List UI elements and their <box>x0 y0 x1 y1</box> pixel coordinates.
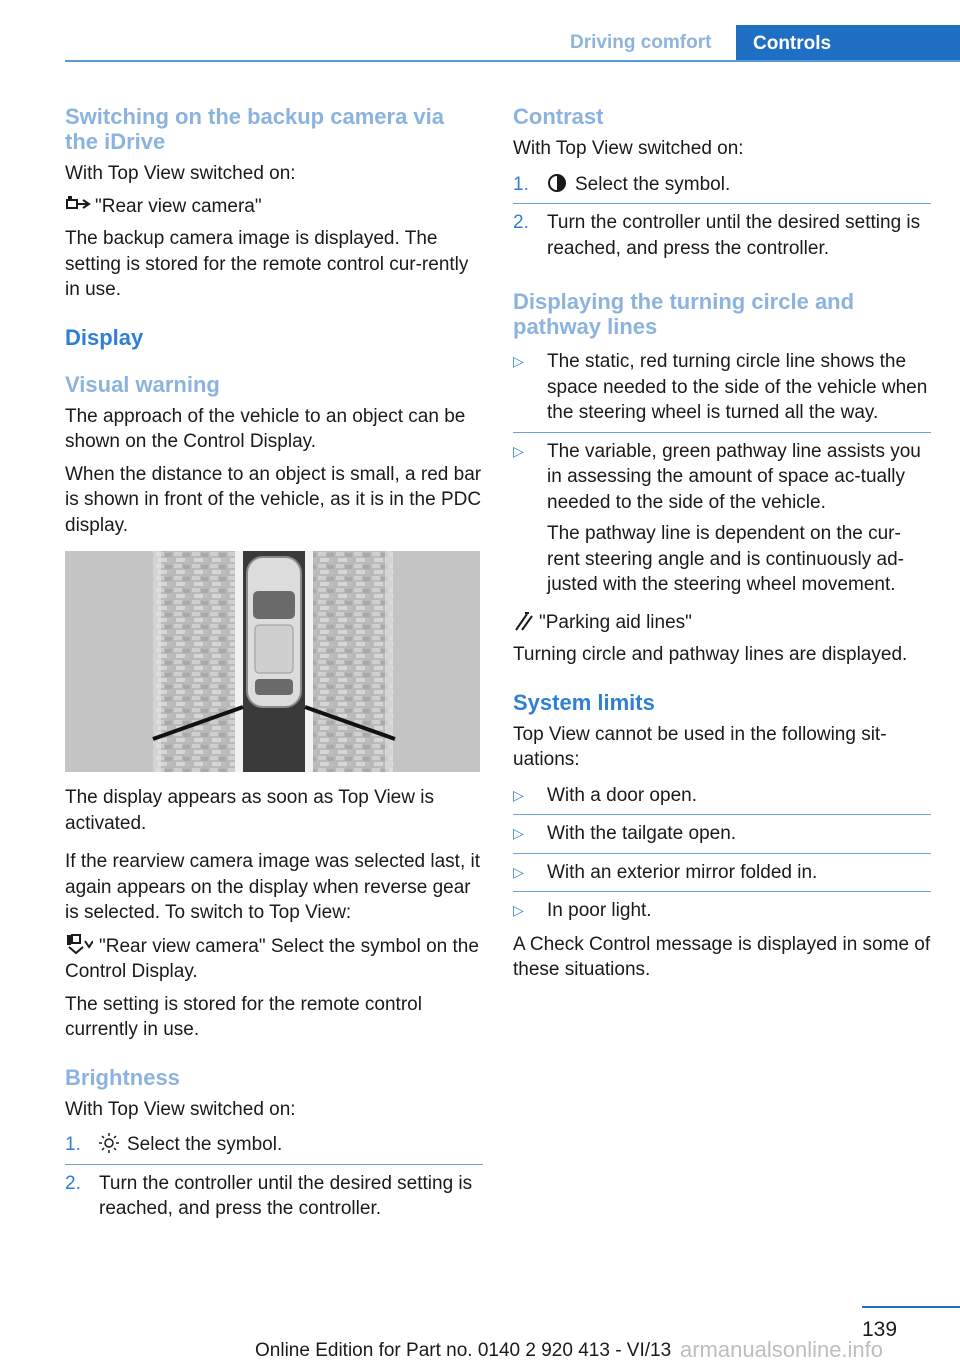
bullet-text: With an exterior mirror folded in. <box>547 861 818 883</box>
heading-turning-circle: Displaying the turning circle and pathway lines <box>513 289 855 339</box>
text-display-appears: The display appears as soon as Top View is activated. <box>65 787 434 834</box>
parking-aid-lines-icon <box>513 610 539 635</box>
heading-system-limits: System limits <box>513 689 655 715</box>
step-text: Turn the controller until the desired setting is reached, and press the controller. <box>99 1172 473 1219</box>
bullet-triangle-icon: ▷ <box>513 353 524 369</box>
heading-brightness: Brightness <box>65 1064 180 1090</box>
list-item <box>513 349 931 432</box>
watermark: armanualsonline.info <box>680 1337 884 1362</box>
list-item <box>513 172 931 204</box>
bullet-triangle-icon: ▷ <box>513 902 524 918</box>
right-column <box>513 104 931 983</box>
page-number: 139 <box>862 1318 898 1341</box>
bullet-text: With the tailgate open. <box>547 823 737 844</box>
rear-camera-select-label: "Rear view camera" Select the symbol on the Control Display. <box>65 935 479 982</box>
bullet-triangle-icon: ▷ <box>513 442 524 459</box>
left-column <box>65 104 483 1228</box>
bullet-text-wrap <box>547 439 931 598</box>
top-view-figure <box>65 551 480 772</box>
step-text-wrap <box>99 1132 282 1158</box>
step-text: Select the symbol. <box>127 1134 283 1155</box>
contrast-steps <box>513 172 931 268</box>
rear-camera-line <box>65 194 483 220</box>
list-item <box>65 1164 483 1228</box>
limits-bullets <box>513 783 931 930</box>
text-rearview-last: If the rearview camera image was selected last, it again appears on the display when reverse gear is selected. To switch to Top View: <box>65 851 481 923</box>
text-visual-1: The approach of the vehicle to an object can be shown on the Control Display. <box>65 405 466 452</box>
footer-rule <box>862 1306 960 1308</box>
list-item <box>513 203 931 267</box>
step-text-wrap <box>547 172 730 198</box>
heading-display: Display <box>65 324 144 350</box>
bullet-triangle-icon: ▷ <box>513 786 524 803</box>
text-setting-stored: The setting is stored for the remote control currently in use. <box>65 993 422 1040</box>
text-with-top-view: With Top View switched on: <box>65 163 296 184</box>
list-item <box>513 891 931 930</box>
pathway-dependency-text: The pathway line is dependent on the cur-rent steering angle and is continuously ad-justed with the steering wheel movement. <box>547 523 905 595</box>
header-chapter-tab: Controls <box>736 25 960 62</box>
step-text: Turn the controller until the desired setting is reached, and press the controller. <box>547 212 921 259</box>
rear-view-camera-icon <box>65 194 95 219</box>
text-check-control: A Check Control message is displayed in some of these situations. <box>513 933 931 980</box>
step-number: 2. <box>513 212 529 233</box>
text-brightness-on: With Top View switched on: <box>65 1098 296 1120</box>
turning-bullets <box>513 349 931 604</box>
header-section-title: Driving comfort <box>570 32 712 53</box>
bullet-text: With a door open. <box>547 784 697 806</box>
step-text: Select the symbol. <box>575 173 731 195</box>
rear-camera-label: "Rear view camera" <box>95 195 262 217</box>
list-item <box>513 814 931 853</box>
brightness-icon <box>99 1133 127 1151</box>
heading-contrast: Contrast <box>513 104 604 129</box>
bullet-triangle-icon: ▷ <box>513 863 524 880</box>
rear-camera-select-text <box>65 933 483 985</box>
heading-visual-warning: Visual warning <box>65 371 220 397</box>
bullet-triangle-icon: ▷ <box>513 825 524 841</box>
step-number: 1. <box>65 1134 81 1155</box>
step-number: 2. <box>65 1172 81 1194</box>
heading-switching-backup-camera: Switching on the backup camera via the iDrive <box>65 104 444 154</box>
bullet-text: In poor light. <box>547 900 652 921</box>
bullet-text: The variable, green pathway line assists you in assessing the amount of space ac-tually needed to the side of the vehicle. <box>547 440 921 513</box>
list-item <box>513 432 931 604</box>
list-item <box>65 1132 483 1164</box>
text-visual-2: When the distance to an object is small, a red bar is shown in front of the vehicle, as it is in the PDC display. <box>65 463 482 536</box>
footer-edition: Online Edition for Part no. 0140 2 920 413 - VI/13 <box>255 1340 672 1361</box>
list-item <box>513 853 931 892</box>
step-number: 1. <box>513 173 529 195</box>
text-limits: Top View cannot be used in the following sit-uations: <box>513 723 887 770</box>
parking-aid-line <box>513 610 931 636</box>
contrast-icon <box>547 173 575 191</box>
header-rule <box>65 60 960 62</box>
text-turning-displayed: Turning circle and pathway lines are displayed. <box>513 644 908 665</box>
brightness-steps <box>65 1132 483 1228</box>
top-view-camera-icon <box>65 933 99 953</box>
rear-camera-select-line <box>65 933 483 985</box>
bullet-text: The static, red turning circle line shows the space needed to the side of the vehicle when the steering wheel is turned all the way. <box>547 351 928 423</box>
text-contrast-on: With Top View switched on: <box>513 138 744 159</box>
list-item <box>513 783 931 815</box>
parking-aid-label: "Parking aid lines" <box>539 611 692 633</box>
text-backup-displayed: The backup camera image is displayed. The setting is stored for the remote control cur-rently in use. <box>65 228 469 300</box>
